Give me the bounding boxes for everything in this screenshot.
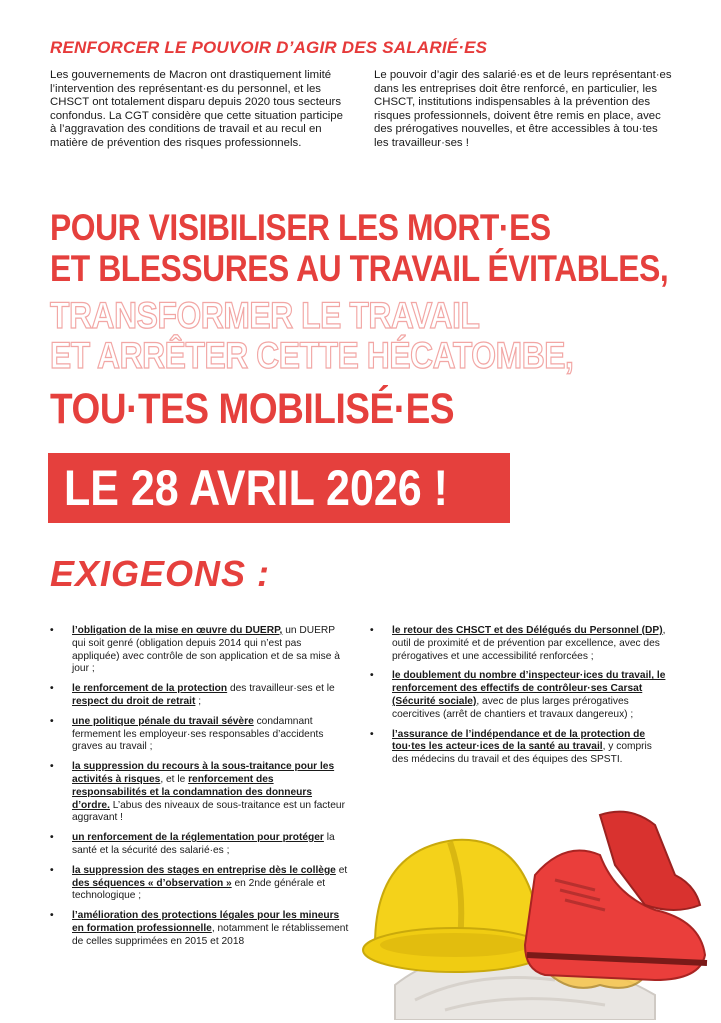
headline-line-1: POUR VISIBILISER LES MORT·ES [50, 207, 551, 248]
bullet-icon: • [370, 670, 374, 682]
headline-line-2: ET BLESSURES AU TRAVAIL ÉVITABLES, [50, 248, 669, 289]
demand-emphasis: l’amélioration des protections légales pour les mineurs en formation professionnelle [72, 910, 340, 934]
demand-emphasis: l’assurance de l’indépendance et de la protection de tou·tes les acteur·ices de la santé au travail [392, 728, 646, 753]
headline-line-3: TRANSFORMER LE TRAVAIL [50, 295, 480, 336]
bullet-icon: • [370, 625, 374, 636]
demand-item [50, 865, 350, 903]
demand-text: ; [195, 695, 202, 707]
demand-text: en 2nde générale et technologique ; [72, 877, 326, 902]
safety-equipment-illustration [355, 795, 715, 1020]
demands-title: EXIGEONS : [50, 553, 271, 594]
bullet-icon: • [50, 715, 54, 727]
demand-item [50, 832, 350, 858]
bullet-icon: • [370, 728, 374, 740]
demand-emphasis: le renforcement de la protection [72, 683, 228, 695]
demand-text: , avec de plus larges prérogatives coercitives (arrêt de chantiers et travaux dangereux) ; [392, 695, 634, 720]
bullet-icon: • [50, 625, 54, 636]
demand-item [50, 683, 350, 709]
demand-text: des travailleur·ses et le [227, 683, 335, 695]
demand-text: , notamment le rétablissement de celles supprimées en 2015 et 2018 [72, 922, 349, 947]
demand-emphasis: un renforcement de la réglementation pour protéger [72, 832, 324, 844]
demand-item [50, 761, 350, 825]
demand-text: condamnant fermement les employeur·ses responsables d’accidents graves au travail ; [72, 715, 324, 753]
demands-right-column [370, 625, 670, 774]
headline-mobilise: TOU·TES MOBILISÉ·ES [50, 385, 455, 433]
demand-emphasis: respect du droit de retrait [72, 695, 196, 707]
demand-emphasis: l’obligation de la mise en œuvre du DUERP, [72, 625, 283, 636]
demand-text: et [335, 864, 348, 876]
demands-left-column [50, 625, 350, 956]
intro-left-paragraph: Les gouvernements de Macron ont drastiquement limité l’intervention des représentant·es du personnel, et les CHSCT ont totalement disparu depuis 2020 tous secteurs confondus. La CGT considère que cette situation participe à l’aggravation des conditions de travail et au recul en matière de prévention des risques professionnels. [50, 69, 343, 149]
demand-text: L’abus des niveaux de sous-traitance est un facteur aggravant ! [72, 799, 345, 824]
demand-emphasis: la suppression des stages en entreprise dès le collège [72, 864, 336, 876]
bullet-icon: • [50, 910, 54, 922]
demand-item [370, 670, 670, 721]
bullet-icon: • [50, 864, 54, 876]
demand-text: un DUERP qui soit genré (obligation depuis 2014 qui n’est pas appliquée) avec contrôle de son application et de sa mise à jour ; [72, 625, 340, 675]
demand-item [370, 625, 670, 663]
demand-text: la santé et la sécurité des salarié·es ; [72, 832, 335, 856]
section-title: RENFORCER LE POUVOIR D’AGIR DES SALARIÉ·ES [50, 38, 488, 57]
demand-text: , y compris des médecins du travail et des équipes des SPSTI. [392, 741, 652, 766]
intro-right-paragraph: Le pouvoir d’agir des salarié·es et de leurs représentant·es dans les entreprises doit être renforcé, en particulier, les CHSCT, institutions indispensables à la prévention des risques professionnels, doivent être remis en place, avec des prérogatives nouvelles, et être accessibles à tou·tes les travailleur·ses ! [374, 69, 672, 149]
demand-item [50, 625, 350, 676]
bullet-icon: • [50, 761, 54, 773]
demand-emphasis: des séquences « d’observation » [72, 877, 232, 889]
demand-emphasis: renforcement des responsabilités et la condamnation des donneurs d’ordre. [72, 773, 313, 811]
demand-item [50, 716, 350, 754]
demand-emphasis: le retour des CHSCT et des Délégués du Personnel (DP) [392, 625, 663, 636]
bullet-icon: • [50, 683, 54, 695]
demand-emphasis: le doublement du nombre d’inspecteur·ices du travail, le renforcement des effectifs de contrôleur·ses Carsat (Sécurité sociale) [392, 670, 666, 707]
demand-item [50, 910, 350, 948]
safety-shoe-icon [525, 812, 707, 980]
bullet-icon: • [50, 832, 54, 844]
demand-text: , et le [160, 773, 189, 785]
date-text: LE 28 AVRIL 2026 ! [64, 460, 448, 516]
demand-emphasis: la suppression du recours à la sous-traitance pour les activités à risques [72, 761, 335, 785]
demand-emphasis: une politique pénale du travail sévère [72, 715, 254, 727]
demand-text: , outil de proximité et de prévention par excellence, avec des prérogatives et une accessibilité renforcées ; [392, 625, 666, 662]
hard-hat-icon [363, 840, 547, 972]
demand-item [370, 729, 670, 767]
headline-line-4: ET ARRÊTER CETTE HÉCATOMBE, [50, 335, 574, 376]
